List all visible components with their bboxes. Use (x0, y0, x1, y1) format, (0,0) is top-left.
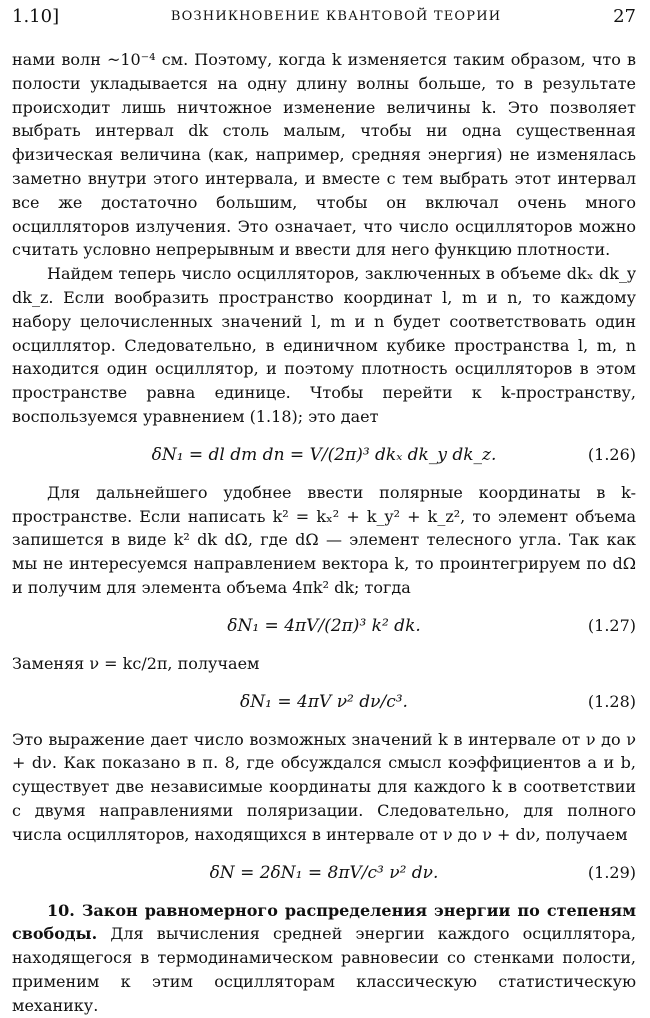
equation-expression: δN₁ = 4πV ν² dν/c³. (240, 691, 408, 712)
section-10-paragraph (12, 899, 636, 1018)
paragraph-3: Для дальнейшего удобнее ввести полярные координаты в k-пространстве. Если написать k² = kₓ² + k_y² + k_z², то элемент объема запишется в виде k² dk dΩ, где dΩ — элемент телесного угла. Так как мы не интересуемся направлением вектора k, то проинтегрируем по dΩ и получим для элемента объема 4πk² dk; тогда (12, 482, 636, 597)
equation-1-26 (12, 432, 636, 478)
equation-number: (1.26) (587, 444, 636, 464)
equation-expression: δN₁ = dl dm dn = V/(2π)³ dkₓ dk_y dk_z. (151, 444, 497, 465)
section-text: Для вычисления средней энергии каждого осциллятора, находящегося в термодинамическом равновесии со стенками полости, применим к этим осцилляторам классическую статистическую механику. (12, 924, 636, 1015)
equation-1-27 (12, 603, 636, 649)
running-header (12, 4, 636, 28)
equation-number: (1.29) (587, 862, 636, 882)
paragraph-1: нами волн ~10⁻⁴ см. Поэтому, когда k изменяется таким образом, что в полости укладывается на одну длину волны больше, то в результате происходит лишь ничтожное изменение величины k. Это позволяет выбрать интервал dk столь малым, чтобы ни одна существенная физическая величина (как, например, средняя энергия) не изменялась заметно внутри этого интервала, и вместе с тем выбрать этот интервал все же достаточно большим, чтобы он включал очень много осцилляторов излучения. Это означает, что число осцилляторов можно считать условно непрерывным и ввести для него функцию плотности. (12, 50, 636, 260)
page-number: 27 (613, 5, 636, 27)
chapter-title: ВОЗНИКНОВЕНИЕ КВАНТОВОЙ ТЕОРИИ (170, 8, 502, 24)
equation-number: (1.27) (587, 615, 636, 635)
paragraph-2: Найдем теперь число осцилляторов, заключенных в объеме dkₓ dk_y dk_z. Если вообразить пространство координат l, m и n, то каждому набору целочисленных значений l, m и n будет соответствовать один осциллятор. Следовательно, в единичном кубике пространства l, m, n находится один осциллятор, и поэтому плотность осцилляторов в этом пространстве равна единице. Чтобы перейти к k-пространству, воспользуемся уравнением (1.18); это дает (12, 264, 636, 426)
section-ref: 1.10] (12, 5, 60, 27)
page-body (12, 48, 636, 1018)
equation-expression: δN₁ = 4πV/(2π)³ k² dk. (227, 615, 421, 636)
section-heading: 10. Закон равномерного распределения энергии по степеням свободы. (12, 900, 636, 944)
equation-1-28 (12, 679, 636, 725)
equation-expression: δN = 2δN₁ = 8πV/c³ ν² dν. (209, 862, 439, 883)
paragraph-4: Заменяя ν = kc/2π, получаем (12, 653, 260, 673)
equation-number: (1.28) (587, 691, 636, 711)
paragraph-5: Это выражение дает число возможных значений k в интервале от ν до ν + dν. Как показано в п. 8, где обсуждался смысл коэффициентов a и b, существует две независимые координаты для каждого k в соответствии с двумя направлениями поляризации. Следовательно, для полного числа осцилляторов, находящихся в интервале от ν до ν + dν, получаем (12, 729, 636, 844)
equation-1-29 (12, 850, 636, 896)
